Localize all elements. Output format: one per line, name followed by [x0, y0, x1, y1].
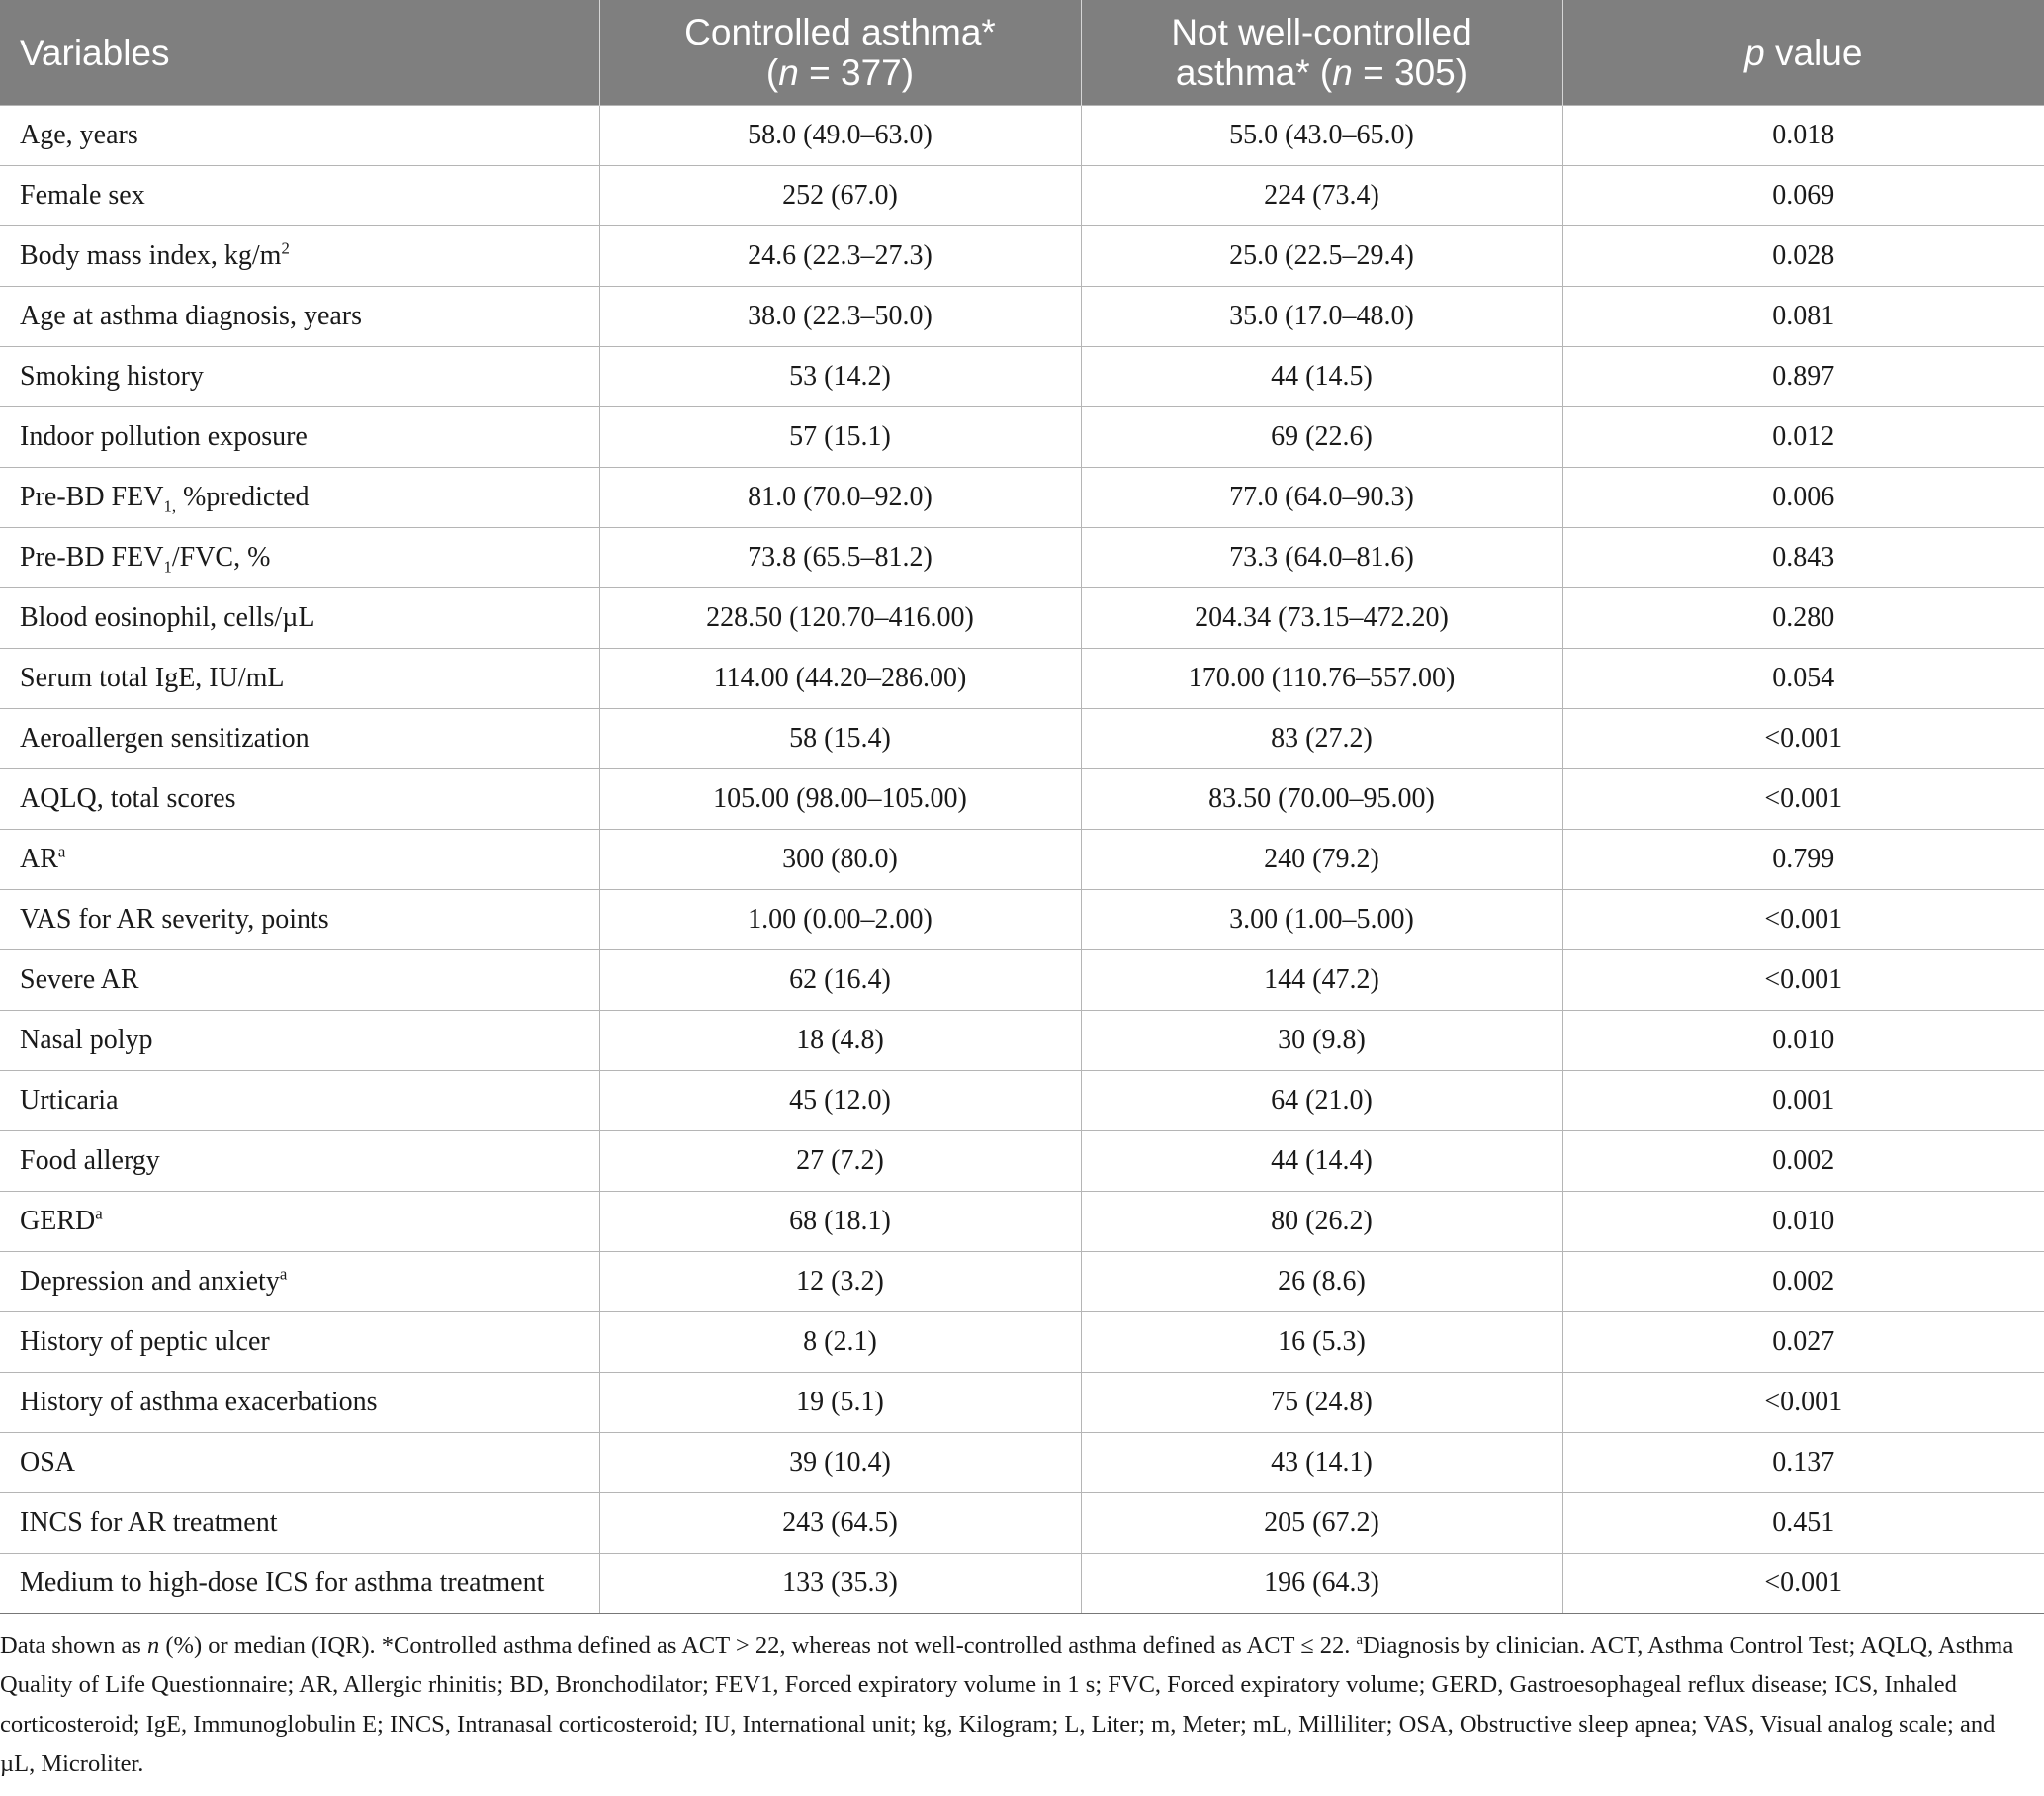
- cell-variable: Pre-BD $FEV_1$/FVC, %: [0, 528, 599, 588]
- cell-p-value: 0.081: [1562, 287, 2044, 347]
- table-row: [0, 890, 2044, 950]
- cell-controlled-asthma: 53 (14.2): [599, 347, 1081, 407]
- table-row: [0, 1373, 2044, 1433]
- cell-controlled-asthma: 1.00 (0.00–2.00): [599, 890, 1081, 950]
- cell-not-well-controlled-asthma: 205 (67.2): [1081, 1493, 1562, 1554]
- cell-p-value: 0.002: [1562, 1131, 2044, 1192]
- cell-p-value: 0.843: [1562, 528, 2044, 588]
- cell-p-value: 0.451: [1562, 1493, 2044, 1554]
- cell-variable: Depression and anxiety$^a$: [0, 1252, 599, 1312]
- cell-not-well-controlled-asthma: 44 (14.5): [1081, 347, 1562, 407]
- cell-controlled-asthma: 243 (64.5): [599, 1493, 1081, 1554]
- cell-p-value: 0.897: [1562, 347, 2044, 407]
- table-row: [0, 1493, 2044, 1554]
- table-row: [0, 1252, 2044, 1312]
- table-row: [0, 106, 2044, 166]
- cell-variable: VAS for AR severity, points: [0, 890, 599, 950]
- cell-variable: Blood eosinophil, cells/µL: [0, 588, 599, 649]
- cell-controlled-asthma: 300 (80.0): [599, 830, 1081, 890]
- cell-controlled-asthma: 19 (5.1): [599, 1373, 1081, 1433]
- cell-not-well-controlled-asthma: 170.00 (110.76–557.00): [1081, 649, 1562, 709]
- cell-variable: Nasal polyp: [0, 1011, 599, 1071]
- cell-p-value: 0.028: [1562, 226, 2044, 287]
- cell-not-well-controlled-asthma: 35.0 (17.0–48.0): [1081, 287, 1562, 347]
- cell-controlled-asthma: 105.00 (98.00–105.00): [599, 769, 1081, 830]
- cell-p-value: 0.012: [1562, 407, 2044, 468]
- cell-p-value: 0.054: [1562, 649, 2044, 709]
- table-row: [0, 528, 2044, 588]
- cell-variable: Serum total IgE, IU/mL: [0, 649, 599, 709]
- cell-p-value: <0.001: [1562, 1554, 2044, 1614]
- cell-variable: INCS for AR treatment: [0, 1493, 599, 1554]
- cell-not-well-controlled-asthma: 240 (79.2): [1081, 830, 1562, 890]
- cell-controlled-asthma: 24.6 (22.3–27.3): [599, 226, 1081, 287]
- cell-controlled-asthma: 68 (18.1): [599, 1192, 1081, 1252]
- cell-controlled-asthma: 45 (12.0): [599, 1071, 1081, 1131]
- cell-not-well-controlled-asthma: 26 (8.6): [1081, 1252, 1562, 1312]
- cell-p-value: <0.001: [1562, 950, 2044, 1011]
- header-controlled-asthma: Controlled asthma* (n = 377): [599, 0, 1081, 106]
- cell-controlled-asthma: 62 (16.4): [599, 950, 1081, 1011]
- cell-not-well-controlled-asthma: 204.34 (73.15–472.20): [1081, 588, 1562, 649]
- table-row: [0, 649, 2044, 709]
- cell-controlled-asthma: 27 (7.2): [599, 1131, 1081, 1192]
- cell-controlled-asthma: 228.50 (120.70–416.00): [599, 588, 1081, 649]
- table-row: [0, 588, 2044, 649]
- cell-controlled-asthma: 133 (35.3): [599, 1554, 1081, 1614]
- cell-p-value: 0.280: [1562, 588, 2044, 649]
- table-row: [0, 1554, 2044, 1614]
- cell-variable: GERD$^a$: [0, 1192, 599, 1252]
- cell-controlled-asthma: 58.0 (49.0–63.0): [599, 106, 1081, 166]
- cell-not-well-controlled-asthma: 144 (47.2): [1081, 950, 1562, 1011]
- cell-not-well-controlled-asthma: 55.0 (43.0–65.0): [1081, 106, 1562, 166]
- cell-p-value: <0.001: [1562, 769, 2044, 830]
- table-row: [0, 1192, 2044, 1252]
- cell-p-value: 0.069: [1562, 166, 2044, 226]
- cell-p-value: 0.137: [1562, 1433, 2044, 1493]
- table-row: [0, 1131, 2044, 1192]
- cell-p-value: 0.006: [1562, 468, 2044, 528]
- cell-controlled-asthma: 58 (15.4): [599, 709, 1081, 769]
- cell-not-well-controlled-asthma: 3.00 (1.00–5.00): [1081, 890, 1562, 950]
- cell-variable: Age, years: [0, 106, 599, 166]
- table-row: [0, 1011, 2044, 1071]
- cell-p-value: 0.799: [1562, 830, 2044, 890]
- cell-not-well-controlled-asthma: 25.0 (22.5–29.4): [1081, 226, 1562, 287]
- cell-not-well-controlled-asthma: 80 (26.2): [1081, 1192, 1562, 1252]
- cell-controlled-asthma: 39 (10.4): [599, 1433, 1081, 1493]
- table-row: [0, 1312, 2044, 1373]
- cell-controlled-asthma: 81.0 (70.0–92.0): [599, 468, 1081, 528]
- cell-variable: Medium to high-dose ICS for asthma treatment: [0, 1554, 599, 1614]
- table-row: [0, 226, 2044, 287]
- table-row: [0, 1433, 2044, 1493]
- cell-p-value: <0.001: [1562, 1373, 2044, 1433]
- table-row: [0, 287, 2044, 347]
- cell-variable: Body mass index, $kg/m^2$: [0, 226, 599, 287]
- cell-not-well-controlled-asthma: 83 (27.2): [1081, 709, 1562, 769]
- cell-controlled-asthma: 38.0 (22.3–50.0): [599, 287, 1081, 347]
- cell-p-value: 0.010: [1562, 1192, 2044, 1252]
- table-row: [0, 709, 2044, 769]
- cell-variable: Pre-BD $FEV_{1,}$ %predicted: [0, 468, 599, 528]
- cell-not-well-controlled-asthma: 73.3 (64.0–81.6): [1081, 528, 1562, 588]
- cell-p-value: 0.002: [1562, 1252, 2044, 1312]
- cell-variable: $AR^a$: [0, 830, 599, 890]
- cell-not-well-controlled-asthma: 196 (64.3): [1081, 1554, 1562, 1614]
- table-row: [0, 468, 2044, 528]
- cell-not-well-controlled-asthma: 224 (73.4): [1081, 166, 1562, 226]
- table-row: [0, 407, 2044, 468]
- cell-variable: Food allergy: [0, 1131, 599, 1192]
- cell-p-value: <0.001: [1562, 709, 2044, 769]
- table-body: [0, 106, 2044, 1614]
- cell-not-well-controlled-asthma: 77.0 (64.0–90.3): [1081, 468, 1562, 528]
- cell-controlled-asthma: 57 (15.1): [599, 407, 1081, 468]
- table-header-row: [0, 0, 2044, 106]
- cell-variable: Age at asthma diagnosis, years: [0, 287, 599, 347]
- cell-not-well-controlled-asthma: 75 (24.8): [1081, 1373, 1562, 1433]
- cell-p-value: 0.010: [1562, 1011, 2044, 1071]
- header-p-value: p value: [1562, 0, 2044, 106]
- cell-controlled-asthma: 8 (2.1): [599, 1312, 1081, 1373]
- cell-p-value: 0.027: [1562, 1312, 2044, 1373]
- cell-not-well-controlled-asthma: 83.50 (70.00–95.00): [1081, 769, 1562, 830]
- cell-variable: History of peptic ulcer: [0, 1312, 599, 1373]
- table-row: [0, 166, 2044, 226]
- header-not-well-controlled-asthma: Not well-controlled asthma* (n = 305): [1081, 0, 1562, 106]
- cell-not-well-controlled-asthma: 64 (21.0): [1081, 1071, 1562, 1131]
- cell-variable: Smoking history: [0, 347, 599, 407]
- table-footnote: Data shown as n (%) or median (IQR). *Controlled asthma defined as ACT > 22, whereas not well-controlled asthma defined as ACT ≤ 22. $^a$Diagnosis by clinician. ACT, Asthma Control Test; AQLQ, Asthma Quality of Life Questionnaire; AR, Allergic rhinitis; BD, Bronchodilator; FEV1, Forced expiratory volume in 1 s; FVC, Forced expiratory volume; GERD, Gastroesophageal reflux disease; ICS, Inhaled corticosteroid; IgE, Immunoglobulin E; INCS, Intranasal corticosteroid; IU, International unit; kg, Kilogram; L, Liter; m, Meter; mL, Milliliter; OSA, Obstructive sleep apnea; VAS, Visual analog scale; and µL, Microliter.: [0, 1631, 2014, 1777]
- cell-variable: OSA: [0, 1433, 599, 1493]
- table-row: [0, 769, 2044, 830]
- cell-controlled-asthma: 12 (3.2): [599, 1252, 1081, 1312]
- table-row: [0, 1071, 2044, 1131]
- table-row: [0, 950, 2044, 1011]
- table-row: [0, 347, 2044, 407]
- cell-p-value: 0.018: [1562, 106, 2044, 166]
- cell-variable: AQLQ, total scores: [0, 769, 599, 830]
- cell-not-well-controlled-asthma: 69 (22.6): [1081, 407, 1562, 468]
- cell-p-value: <0.001: [1562, 890, 2044, 950]
- cell-variable: Indoor pollution exposure: [0, 407, 599, 468]
- cell-variable: Aeroallergen sensitization: [0, 709, 599, 769]
- cell-controlled-asthma: 252 (67.0): [599, 166, 1081, 226]
- cell-variable: Urticaria: [0, 1071, 599, 1131]
- cell-controlled-asthma: 18 (4.8): [599, 1011, 1081, 1071]
- cell-controlled-asthma: 114.00 (44.20–286.00): [599, 649, 1081, 709]
- header-variables: Variables: [0, 0, 599, 106]
- cell-p-value: 0.001: [1562, 1071, 2044, 1131]
- cell-not-well-controlled-asthma: 43 (14.1): [1081, 1433, 1562, 1493]
- cell-variable: Female sex: [0, 166, 599, 226]
- cell-variable: History of asthma exacerbations: [0, 1373, 599, 1433]
- cell-not-well-controlled-asthma: 44 (14.4): [1081, 1131, 1562, 1192]
- cell-not-well-controlled-asthma: 16 (5.3): [1081, 1312, 1562, 1373]
- cell-controlled-asthma: 73.8 (65.5–81.2): [599, 528, 1081, 588]
- cell-not-well-controlled-asthma: 30 (9.8): [1081, 1011, 1562, 1071]
- cell-variable: Severe AR: [0, 950, 599, 1011]
- table-row: [0, 830, 2044, 890]
